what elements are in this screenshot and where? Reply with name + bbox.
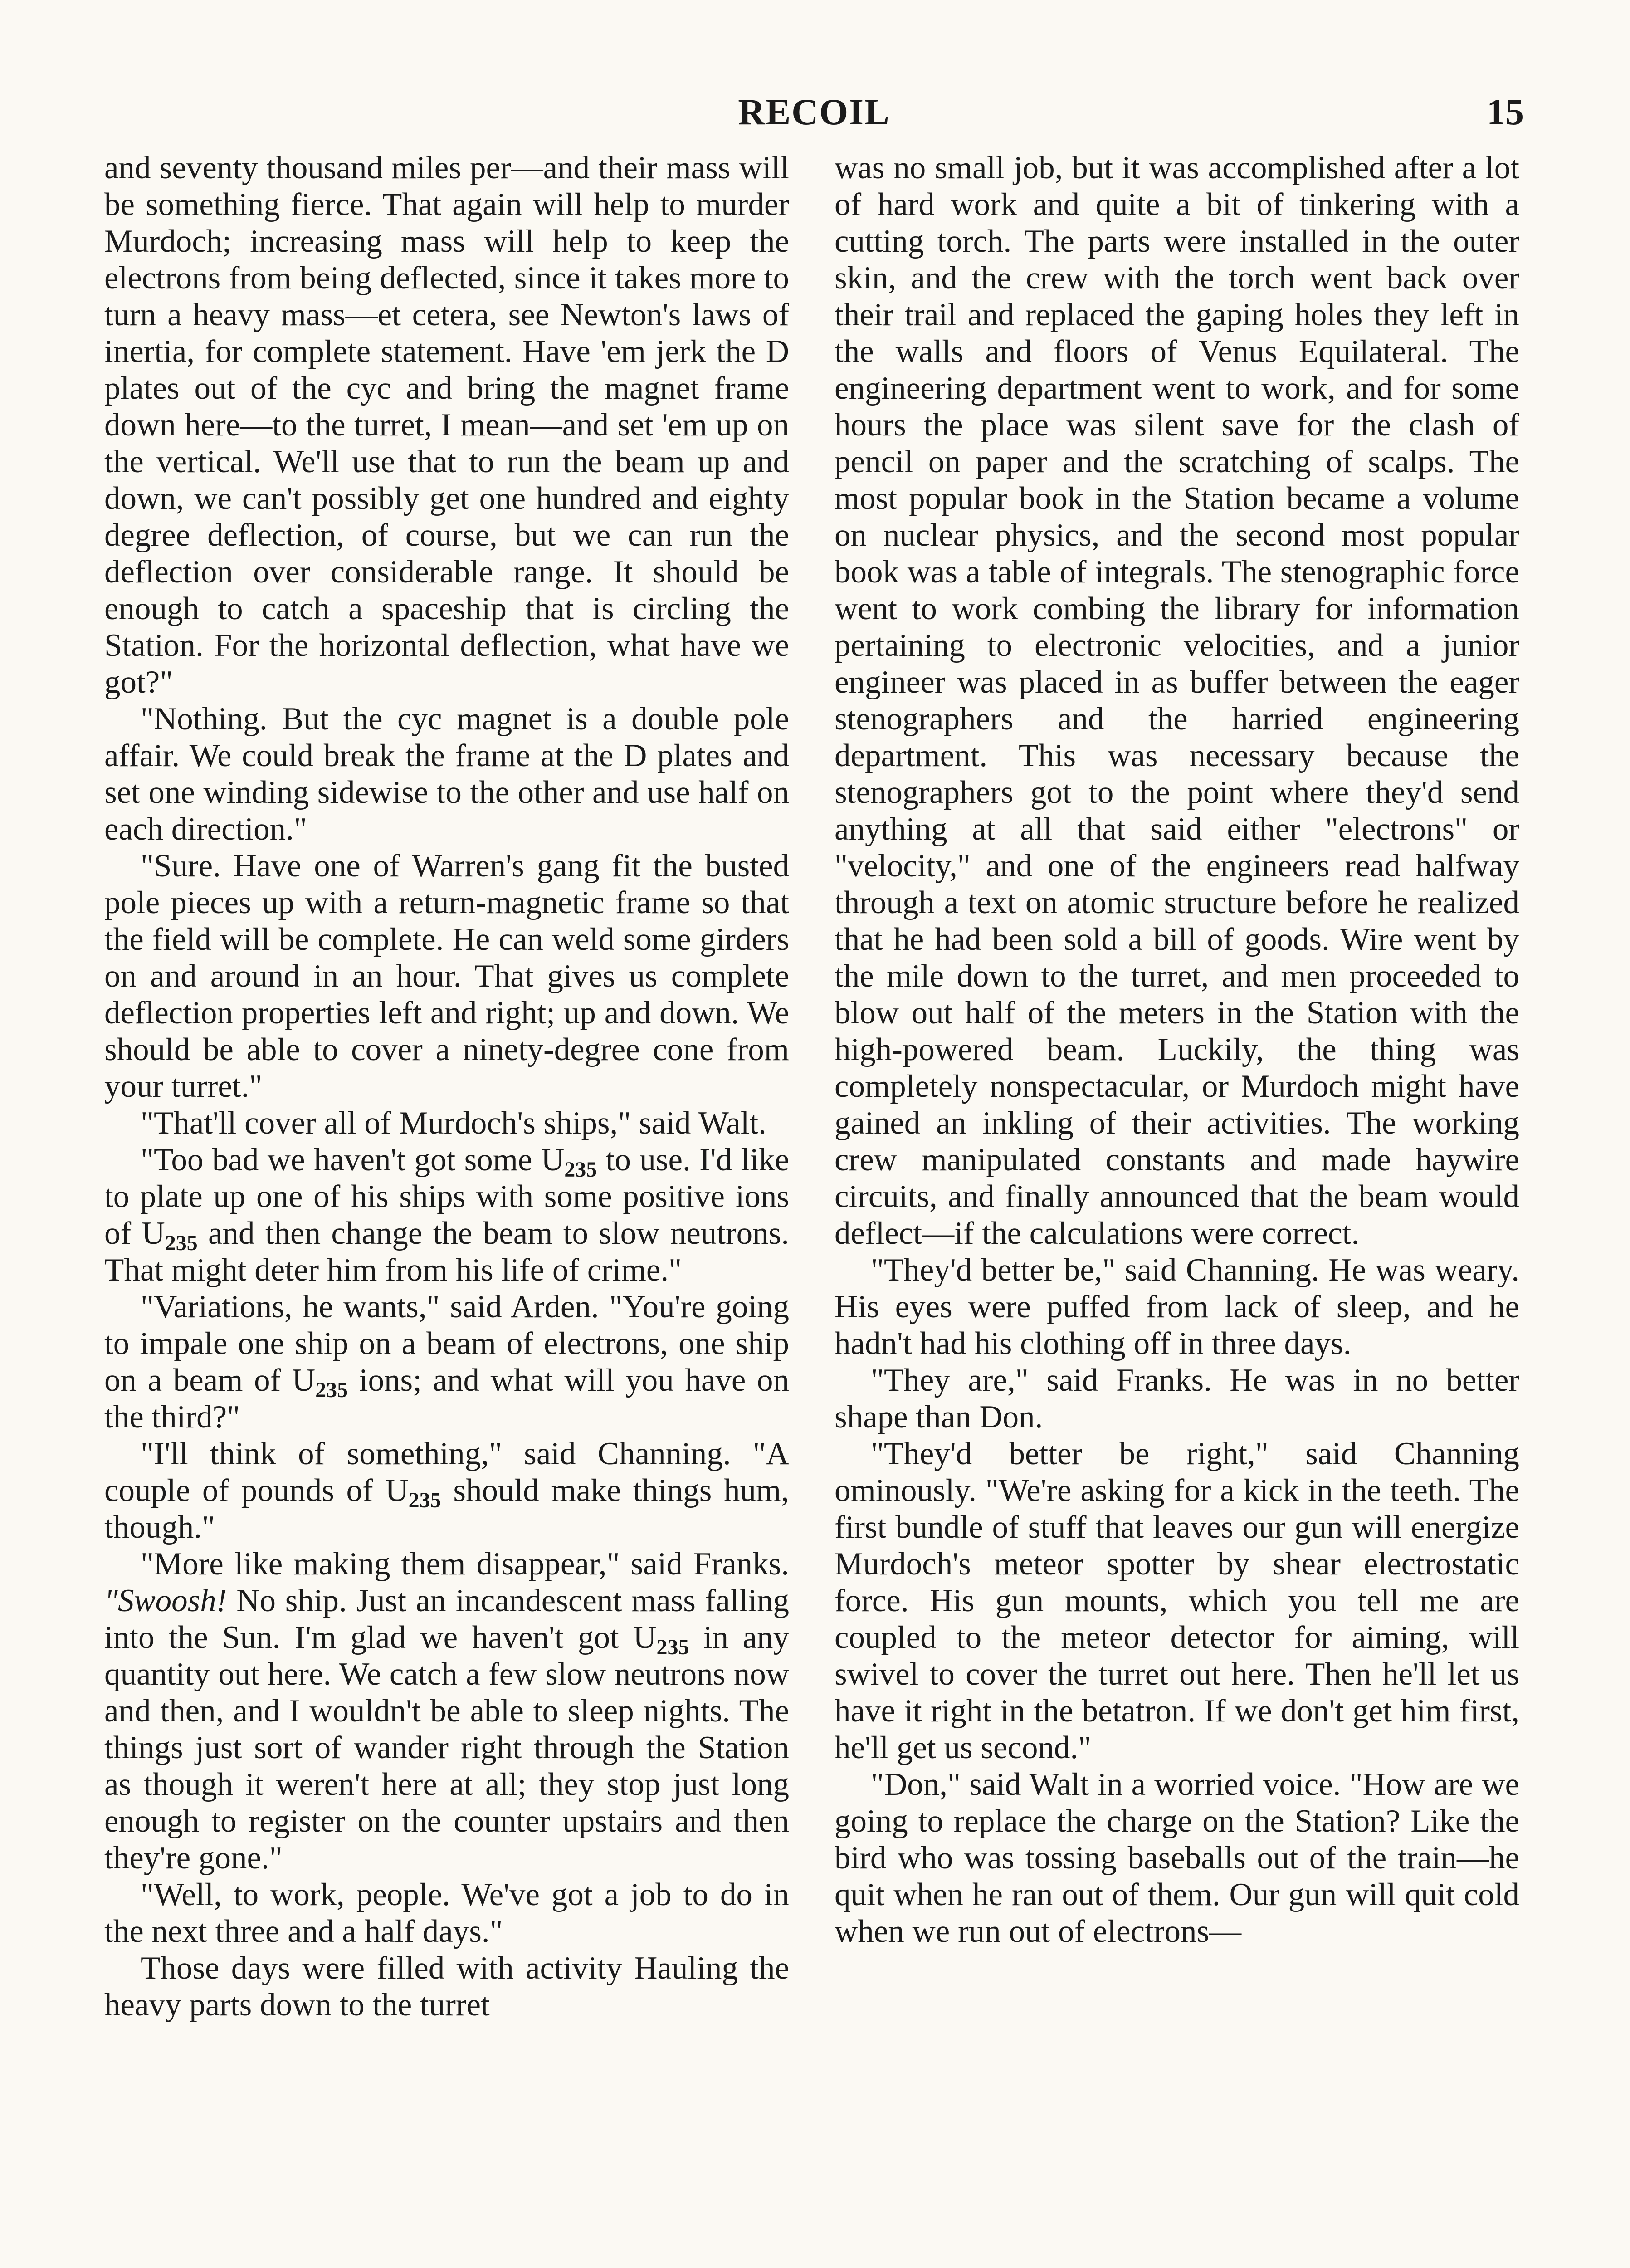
- text-run: "They'd better be," said Channing. He was weary. His eyes were puffed from lack of sleep, and he hadn't had his clothing off in three days.: [835, 1252, 1519, 1361]
- paragraph: [104, 1436, 789, 1546]
- paragraph: [835, 1766, 1519, 1950]
- paragraph: [835, 150, 1519, 1252]
- italic-text: "Swoosh!: [104, 1583, 227, 1618]
- paragraph: [104, 1546, 789, 1877]
- text-run: in any quantity out here. We catch a few slow neutrons now and then, and I wouldn't be able to sleep nights. The things just sort of wander right through the Station as though it weren't here at all; they stop just long enough to register on the counter upstairs and then they're gone.": [104, 1620, 789, 1876]
- text-run: "That'll cover all of Murdoch's ships," said Walt.: [141, 1105, 766, 1141]
- paragraph: [835, 1252, 1519, 1362]
- text-run: "They are," said Franks. He was in no better shape than Don.: [835, 1363, 1519, 1435]
- text-run: No ship. Just an incandescent mass falling into the Sun. I'm glad we haven't got U: [104, 1583, 789, 1655]
- paragraph: [104, 701, 789, 848]
- page-title: RECOIL: [738, 91, 890, 132]
- page-header: [104, 91, 1524, 145]
- text-run: "Sure. Have one of Warren's gang fit the busted pole pieces up with a return-magnetic frame so that the field will be complete. He can weld some girders on and around in an hour. That gives us complete deflection properties left and right; up and down. We should be able to cover a ninety-degree cone from your turret.": [104, 848, 789, 1104]
- text-run: "Well, to work, people. We've got a job to do in the next three and a half days.": [104, 1877, 789, 1949]
- text-run: and seventy thousand miles per—and their mass will be something fierce. That again will help to murder Murdoch; increasing mass will help to keep the electrons from being deflected, since it takes more to turn a heavy mass—et cetera, see Newton's laws of inertia, for complete statement. Have 'em jerk the D plates out of the cyc and bring the magnet frame down here—to the turret, I mean—and set 'em up on the vertical. We'll use that to run the beam up and down, we can't possibly get one hundred and eighty degree deflection, of course, but we can run the deflection over considerable range. It should be enough to catch a spaceship that is circling the Station. For the horizontal deflection, what have we got?": [104, 150, 789, 700]
- paragraph: [104, 1105, 789, 1142]
- text-run: to use. I'd like to plate up one of his ships with some positive ions of U: [104, 1142, 789, 1251]
- text-run: "Too bad we haven't got some U: [141, 1142, 565, 1178]
- subscript: 235: [165, 1231, 198, 1255]
- paragraph: [104, 1877, 789, 1950]
- text-run: "More like making them disappear," said Franks.: [141, 1546, 789, 1582]
- paragraph: [104, 150, 789, 701]
- right-text-column: [835, 150, 1519, 1950]
- subscript: 235: [564, 1158, 597, 1182]
- text-run: ions; and what will you have on the third?": [104, 1363, 790, 1435]
- text-run: Those days were filled with activity Hauling the heavy parts down to the turret: [104, 1950, 789, 2023]
- paragraph: [104, 1142, 789, 1289]
- left-text-column: [104, 150, 789, 2024]
- paragraph: [104, 1950, 789, 2024]
- text-run: was no small job, but it was accomplished after a lot of hard work and quite a bit of tinkering with a cutting torch. The parts were installed in the outer skin, and the crew with the torch went back over their trail and replaced the gaping holes they left in the walls and floors of Venus Equilateral. The engineering department went to work, and for some hours the place was silent save for the clash of pencil on paper and the scratching of scalps. The most popular book in the Station became a volume on nuclear physics, and the second most popular book was a table of integrals. The stenographic force went to work combing the library for information pertaining to electronic velocities, and a junior engineer was placed in as buffer between the eager stenographers and the harried engineering department. This was necessary because the stenographers got to the point where they'd send anything at all that said either "electrons" or "velocity," and one of the engineers read halfway through a text on atomic structure before he realized that he had been sold a bill of goods. Wire went by the mile down to the turret, and men proceeded to blow out half of the meters in the Station with the high-powered beam. Luckily, the thing was completely nonspectacular, or Murdoch might have gained an inkling of their activities. The working crew manipulated constants and made haywire circuits, and finally announced that the beam would deflect—if the calculations were correct.: [835, 150, 1519, 1251]
- paragraph: [835, 1362, 1519, 1436]
- page-number: 15: [1487, 91, 1524, 132]
- text-run: "They'd better be right," said Channing ominously. "We're asking for a kick in the teeth. The first bundle of stuff that leaves our gun will energize Murdoch's meteor spotter by shear electrostatic force. His gun mounts, which you tell me are coupled to the meteor detector for aiming, will swivel to cover the turret out here. Then he'll let us have it right in the betatron. If we don't get him first, he'll get us second.": [835, 1436, 1519, 1765]
- text-run: "Variations, he wants," said Arden. "You're going to impale one ship on a beam of electrons, one ship on a beam of U: [104, 1289, 789, 1398]
- text-run: "Don," said Walt in a worried voice. "How are we going to replace the charge on the Station? Like the bird who was tossing baseballs out of the train—he quit when he ran out of them. Our gun will quit cold when we run out of electrons—: [835, 1767, 1519, 1949]
- subscript: 235: [656, 1635, 689, 1659]
- text-run: should make things hum, though.": [104, 1473, 789, 1545]
- paragraph: [104, 848, 789, 1105]
- subscript: 235: [408, 1488, 441, 1512]
- text-run: "I'll think of something," said Channing. "A couple of pounds of U: [104, 1436, 789, 1508]
- text-run: "Nothing. But the cyc magnet is a double pole affair. We could break the frame at the D plates and set one winding sidewise to the other and use half on each direction.": [104, 701, 789, 847]
- paragraph: [835, 1436, 1519, 1766]
- text-run: and then change the beam to slow neutrons. That might deter him from his life of crime.": [104, 1216, 789, 1288]
- subscript: 235: [315, 1378, 348, 1402]
- paragraph: [104, 1289, 789, 1436]
